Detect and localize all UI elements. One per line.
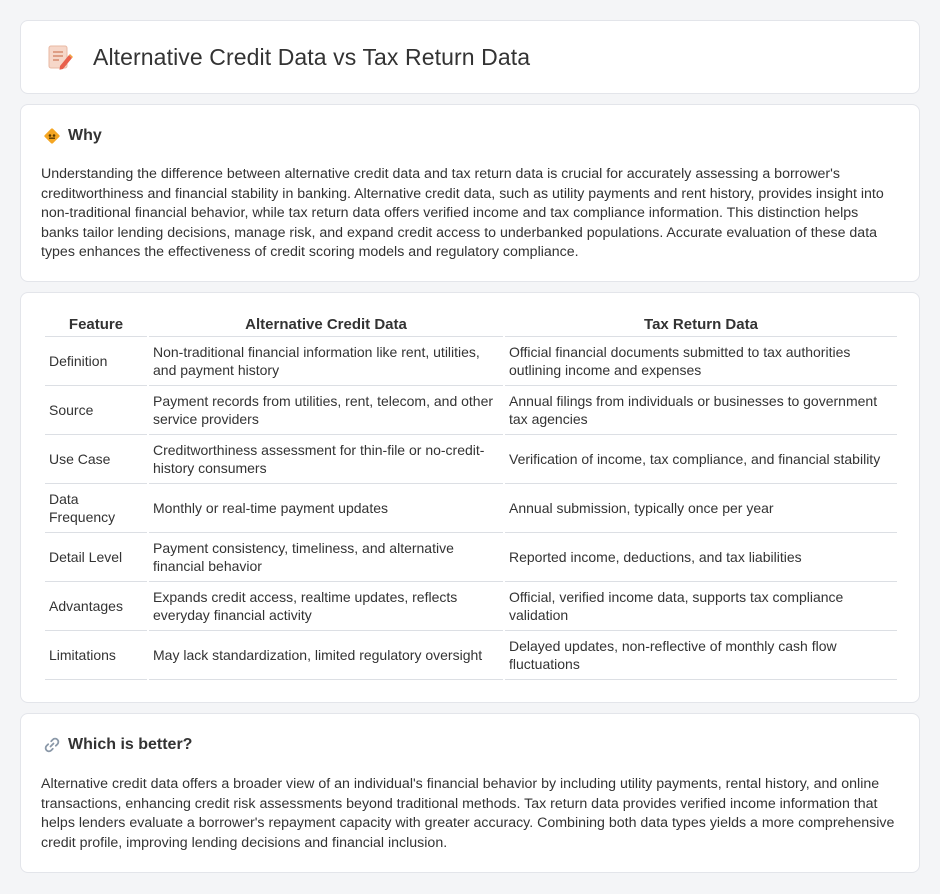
tax-cell: Official financial documents submitted to tax authorities outlining income and expenses — [505, 337, 897, 386]
better-text: Alternative credit data offers a broader view of an individual's financial behavior by including utility payments, rental history, and online transactions, enhancing credit risk assessments beyond traditional methods. Tax return data provides verified income information that helps lenders evaluate a borrower's repayment capacity with greater accuracy. Combining both data types yields a more comprehensive credit profile, improving lending decisions and financial inclusion. — [41, 776, 895, 851]
alternative-cell: Expands credit access, realtime updates, reflects everyday financial activity — [149, 582, 503, 631]
why-heading — [43, 127, 102, 145]
document-pencil-icon — [46, 42, 74, 72]
table-row — [45, 582, 897, 631]
feature-cell: Source — [45, 386, 147, 435]
feature-cell: Definition — [45, 337, 147, 386]
feature-cell: Detail Level — [45, 533, 147, 582]
comparison-table — [43, 315, 899, 680]
tax-cell: Official, verified income data, supports tax compliance validation — [505, 582, 897, 631]
column-header-tax: Tax Return Data — [505, 315, 897, 337]
feature-cell: Data Frequency — [45, 484, 147, 533]
table-row — [45, 337, 897, 386]
table-header-row — [45, 315, 897, 337]
alternative-cell: Creditworthiness assessment for thin-file or no-credit-history consumers — [149, 435, 503, 484]
feature-cell: Use Case — [45, 435, 147, 484]
why-text: Understanding the difference between alternative credit data and tax return data is crucial for accurately assessing a borrower's creditworthiness and financial stability in banking. Alternative credit data, such as utility payments and rent history, provides insight into non-traditional financial behavior, while tax return data offers verified income and tax compliance information. This distinction helps banks tailor lending decisions, manage risk, and expand credit access to underbanked populations. Accurate evaluation of these data types enhances the effectiveness of credit scoring models and regulatory compliance. — [41, 166, 884, 261]
alternative-cell: Payment consistency, timeliness, and alternative financial behavior — [149, 533, 503, 582]
better-title: Which is better? — [68, 736, 193, 753]
link-icon — [43, 736, 61, 754]
alternative-cell: Non-traditional financial information like rent, utilities, and payment history — [149, 337, 503, 386]
tax-cell: Annual submission, typically once per year — [505, 484, 897, 533]
table-row — [45, 435, 897, 484]
title-row — [46, 42, 530, 72]
tax-cell: Verification of income, tax compliance, and financial stability — [505, 435, 897, 484]
table-row — [45, 386, 897, 435]
better-card — [20, 713, 920, 873]
column-header-alternative: Alternative Credit Data — [149, 315, 503, 337]
alternative-cell: Payment records from utilities, rent, telecom, and other service providers — [149, 386, 503, 435]
why-title: Why — [68, 127, 102, 144]
diamond-sign-icon — [43, 127, 61, 145]
header-card — [20, 20, 920, 94]
alternative-cell: Monthly or real-time payment updates — [149, 484, 503, 533]
table-row — [45, 533, 897, 582]
table-row — [45, 631, 897, 680]
alternative-cell: May lack standardization, limited regulatory oversight — [149, 631, 503, 680]
tax-cell: Reported income, deductions, and tax liabilities — [505, 533, 897, 582]
page-title: Alternative Credit Data vs Tax Return Data — [93, 43, 531, 70]
better-heading — [43, 736, 192, 754]
tax-cell: Delayed updates, non-reflective of monthly cash flow fluctuations — [505, 631, 897, 680]
tax-cell: Annual filings from individuals or businesses to government tax agencies — [505, 386, 897, 435]
table-row — [45, 484, 897, 533]
feature-cell: Limitations — [45, 631, 147, 680]
column-header-feature: Feature — [45, 315, 147, 337]
comparison-card — [20, 292, 920, 703]
why-card — [20, 104, 920, 282]
feature-cell: Advantages — [45, 582, 147, 631]
